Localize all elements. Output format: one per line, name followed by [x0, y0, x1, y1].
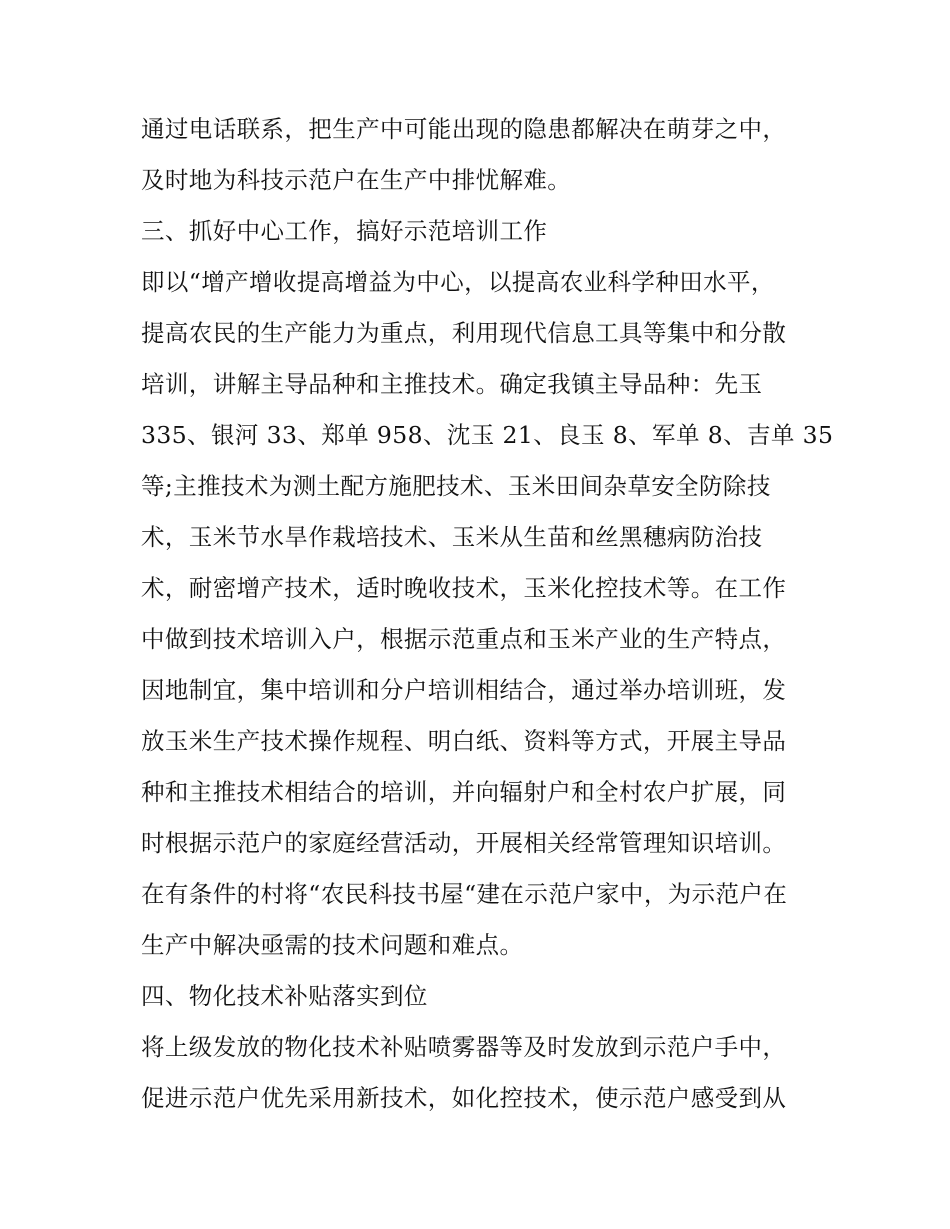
text-line: 种和主推技术相结合的培训，并向辐射户和全村农户扩展，同 — [141, 778, 787, 806]
text-line: 术，玉米节水旱作栽培技术、玉米从生苗和丝黑穗病防治技 — [141, 523, 763, 551]
section-heading-3: 三、抓好中心工作，搞好示范培训工作 — [141, 217, 548, 245]
text-line: 因地制宜，集中培训和分户培训相结合，通过举办培训班，发 — [141, 676, 787, 704]
text-line: 将上级发放的物化技术补贴喷雾器等及时发放到示范户手中， — [141, 1033, 787, 1061]
text-line: 及时地为科技示范户在生产中排忧解难。 — [141, 166, 572, 194]
text-line: 放玉米生产技术操作规程、明白纸、资料等方式，开展主导品 — [141, 727, 787, 755]
text-line: 培训，讲解主导品种和主推技术。确定我镇主导品种：先玉 — [141, 370, 763, 398]
text-line: 提高农民的生产能力为重点，利用现代信息工具等集中和分散 — [141, 319, 787, 347]
text-line: 即以“增产增收提高增益为中心，以提高农业科学种田水平， — [141, 268, 775, 296]
text-line: 术，耐密增产技术，适时晚收技术，玉米化控技术等。在工作 — [141, 574, 787, 602]
text-line: 335、银河 33、郑单 958、沈玉 21、良玉 8、军单 8、吉单 35 — [141, 421, 834, 449]
text-line: 等;主推技术为测土配方施肥技术、玉米田间杂草安全防除技 — [141, 472, 771, 500]
text-line: 通过电话联系，把生产中可能出现的隐患都解决在萌芽之中， — [141, 115, 787, 143]
body-text — [141, 104, 834, 1124]
text-line: 生产中解决亟需的技术问题和难点。 — [141, 931, 524, 959]
text-line: 在有条件的村将“农民科技书屋“建在示范户家中，为示范户在 — [141, 880, 788, 908]
text-line: 中做到技术培训入户，根据示范重点和玉米产业的生产特点， — [141, 625, 787, 653]
section-heading-4: 四、物化技术补贴落实到位 — [141, 982, 428, 1010]
text-line: 时根据示范户的家庭经营活动，开展相关经常管理知识培训。 — [141, 829, 787, 857]
text-line: 促进示范户优先采用新技术，如化控技术，使示范户感受到从 — [141, 1084, 787, 1112]
